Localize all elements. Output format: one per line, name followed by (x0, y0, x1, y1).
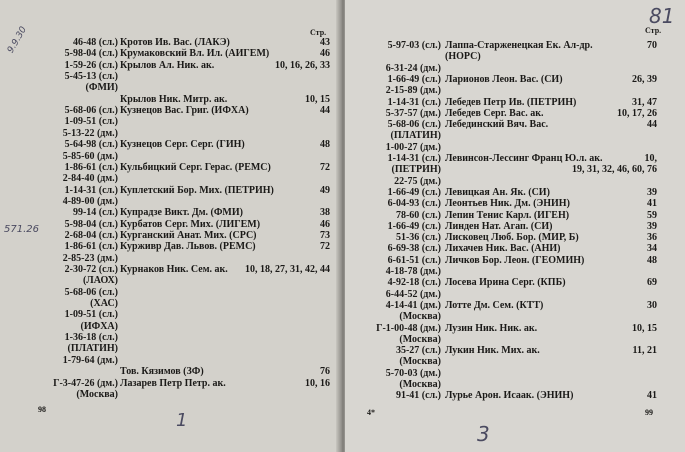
entry-name: Кротов Ив. Вас. (ЛАКЭ) (120, 37, 230, 48)
entry-name: Крумаковский Вл. Ил. (АИГЕМ) (120, 48, 270, 60)
entry-name: Лисковец Люб. Бор. (МИР, Б) (445, 232, 579, 244)
entry-phone: (Москва) (76, 388, 118, 400)
entry-phone: 1-86-61 (сл.) (64, 241, 118, 253)
entry-pages: 46 (320, 48, 330, 60)
entry-phone: 5-85-60 (дм.) (62, 150, 118, 162)
directory-entry (0, 378, 330, 389)
entry-pages: 10, 16 (305, 377, 330, 389)
directory-entry (0, 343, 330, 354)
entry-pages: 10, 17, 26 (617, 107, 657, 119)
directory-entry (0, 82, 330, 93)
handwritten-mark-bottom-right: 3 (477, 422, 490, 446)
directory-entry (345, 74, 657, 85)
entry-name: Лебедев Петр Ив. (ПЕТРИН) (445, 96, 577, 108)
directory-entry (0, 219, 330, 230)
directory-entry (0, 264, 330, 275)
entry-phone: (ПЕТРИН) (391, 164, 441, 176)
directory-entry (0, 105, 330, 116)
entry-pages: 49 (320, 184, 330, 196)
entry-name: Личков Бор. Леон. (ГЕОМИН) (445, 254, 585, 266)
entry-pages: 39 (647, 186, 657, 198)
entry-name: Курганский Анат. Мих. (СРС) (120, 229, 257, 241)
entry-phone: 5-45-13 (сл.) (64, 71, 118, 83)
directory-entry (345, 51, 657, 62)
entry-pages: 44 (647, 119, 657, 131)
directory-entry (345, 289, 657, 300)
directory-entry (0, 151, 330, 162)
directory-entry (0, 173, 330, 184)
entry-phone: (Москва) (399, 356, 441, 368)
entry-pages: 19, 31, 32, 46, 60, 76 (572, 164, 657, 176)
directory-entry (0, 275, 330, 286)
entry-name: (НОРС) (445, 51, 481, 63)
entry-name: Лазарев Петр Петр. ак. (120, 377, 226, 389)
directory-entry (345, 300, 657, 311)
entry-phone: 99-14 (сл.) (72, 207, 118, 219)
entry-phone: 1-09-51 (сл.) (64, 309, 118, 321)
directory-entry (345, 379, 657, 390)
entry-phone: (ИФХА) (80, 320, 118, 332)
directory-entry (0, 253, 330, 264)
entry-pages: 30 (647, 299, 657, 311)
entry-name: Лаппа-Старженецкая Ек. Ал-др. (445, 40, 593, 51)
entry-phone: (ХАС) (90, 298, 118, 310)
directory-entry (345, 368, 657, 379)
entry-phone: 4-92-18 (сл.) (387, 277, 441, 289)
directory-entry (345, 277, 657, 288)
directory-entry (0, 332, 330, 343)
entry-phone: Г-1-00-48 (дм.) (376, 322, 441, 334)
entry-name: Ларионов Леон. Вас. (СИ) (445, 73, 563, 85)
entry-pages: 39 (647, 220, 657, 232)
right-column-header: Стр. (645, 26, 662, 35)
entry-pages: 76 (320, 366, 330, 378)
entry-name: Лукин Ник. Мих. ак. (445, 345, 540, 357)
entry-pages: 34 (647, 243, 657, 255)
entry-phone: Г-3-47-26 (дм.) (53, 377, 118, 389)
entry-name: Лихачев Ник. Вас. (АНИ) (445, 243, 561, 255)
directory-entry (0, 321, 330, 332)
directory-entry (345, 334, 657, 345)
directory-entry (0, 230, 330, 241)
directory-entry (345, 142, 657, 153)
directory-entry (345, 164, 657, 175)
entry-pages: 38 (320, 207, 330, 219)
entry-phone: 5-98-04 (сл.) (64, 218, 118, 230)
directory-entry (345, 97, 657, 108)
entry-phone: 1-09-51 (сл.) (64, 116, 118, 128)
entry-pages: 10, 15 (305, 93, 330, 105)
directory-entry (345, 232, 657, 243)
entry-name: Левинсон-Лессинг Франц Ю.л. ак. (445, 153, 603, 164)
entry-phone: 1-59-26 (сл.) (64, 59, 118, 71)
entry-name: Кузнецов Серг. Серг. (ГИН) (120, 139, 245, 151)
entry-phone: 4-18-78 (дм.) (385, 266, 441, 277)
directory-entry (345, 311, 657, 322)
entry-pages: 43 (320, 37, 330, 48)
entry-pages: 72 (320, 161, 330, 173)
entry-phone: 6-04-93 (сл.) (387, 198, 441, 210)
entry-phone: 51-36 (сл.) (395, 232, 441, 244)
entry-phone: 6-31-24 (дм.) (385, 62, 441, 74)
right-page (345, 0, 685, 452)
entry-phone: 1-14-31 (сл.) (387, 153, 441, 164)
directory-entry (0, 128, 330, 139)
left-page-number: 98 (38, 405, 46, 414)
directory-entry (0, 60, 330, 71)
directory-entry (345, 198, 657, 209)
entry-name: Курнаков Ник. Сем. ак. (120, 264, 228, 275)
directory-entry (0, 309, 330, 320)
directory-entry (345, 255, 657, 266)
entry-phone: 6-44-52 (дм.) (385, 288, 441, 300)
directory-entry (0, 389, 330, 400)
entry-pages: 59 (647, 209, 657, 221)
entry-name: Линден Нат. Агап. (СИ) (445, 220, 553, 232)
entry-name: Лосева Ирина Серг. (КПБ) (445, 277, 566, 289)
directory-entry (345, 176, 657, 187)
directory-entry (345, 108, 657, 119)
directory-entry (345, 153, 657, 164)
entry-name: Лепин Тенис Карл. (ИГЕН) (445, 209, 570, 221)
entry-pages: 10, 18, 27, 31, 42, 44 (245, 264, 330, 275)
entry-name: Лебединский Вяч. Вас. (445, 119, 549, 131)
entry-phone: 5-68-06 (сл.) (64, 105, 118, 117)
entry-phone: 1-66-49 (сл.) (387, 186, 441, 198)
directory-entry (0, 241, 330, 252)
handwritten-mark-bottom: 1 (176, 410, 188, 431)
entry-phone: (ПЛАТИН) (390, 130, 441, 142)
directory-entry (345, 210, 657, 221)
entry-phone: 5-68-06 (сл.) (64, 286, 118, 298)
entry-phone: 2-15-89 (дм.) (385, 85, 441, 97)
directory-entry (0, 298, 330, 309)
entry-name: Лебедев Серг. Вас. ак. (445, 107, 544, 119)
entry-name: Лузин Ник. Ник. ак. (445, 322, 538, 334)
handwritten-note-top: 9.9.30 (6, 25, 29, 55)
entry-pages: 72 (320, 241, 330, 253)
entry-name: Крылов Ник. Митр. ак. (120, 93, 228, 105)
entry-pages: 11, 21 (632, 345, 657, 357)
right-page-number: 99 (645, 408, 653, 417)
entry-pages: 48 (320, 139, 330, 151)
entry-pages: 41 (647, 390, 657, 402)
directory-entry (0, 287, 330, 298)
entry-pages: 10, 16, 26, 33 (275, 59, 330, 71)
entry-phone: 1-00-27 (дм.) (385, 141, 441, 153)
entry-phone: 22-75 (дм.) (394, 175, 441, 187)
directory-entry (345, 187, 657, 198)
entry-name: Лотте Дм. Сем. (КТТ) (445, 299, 544, 311)
entry-phone: 2-85-23 (дм.) (62, 252, 118, 264)
entry-phone: 4-89-00 (дм.) (62, 195, 118, 207)
directory-entry (345, 266, 657, 277)
entry-pages: 46 (320, 218, 330, 230)
entry-name: Курбатов Серг. Мих. (ЛИГЕМ) (120, 218, 261, 230)
entry-phone: 5-97-03 (сл.) (387, 40, 441, 51)
entry-phone: (ФМИ) (85, 82, 118, 94)
directory-entry (0, 355, 330, 366)
entry-phone: 1-66-49 (сл.) (387, 220, 441, 232)
handwritten-note-side: 571.26 (4, 224, 39, 235)
entry-phone: 4-14-41 (дм.) (385, 299, 441, 311)
entry-phone: (Москва) (399, 333, 441, 345)
directory-entry (345, 119, 657, 130)
entry-pages: 26, 39 (632, 73, 657, 85)
handwritten-corner-mark: 81 (649, 4, 675, 28)
directory-entry (0, 366, 330, 377)
entry-phone: (Москва) (399, 379, 441, 390)
left-column-header: Стр. (310, 28, 327, 37)
directory-entry (0, 116, 330, 127)
entry-name: Кульбицкий Серг. Герас. (РЕМС) (120, 161, 271, 173)
entry-phone: 91-41 (сл.) (395, 390, 441, 402)
entry-phone: 5-13-22 (дм.) (62, 127, 118, 139)
directory-entry (345, 40, 657, 51)
entry-pages: 73 (320, 229, 330, 241)
directory-entry (0, 94, 330, 105)
entry-name: Леонтьев Ник. Дм. (ЭНИН) (445, 198, 570, 210)
directory-entry (0, 162, 330, 173)
entry-name: Куплетский Бор. Мих. (ПЕТРИН) (120, 184, 274, 196)
entry-name: Купрадзе Викт. Дм. (ФМИ) (120, 207, 243, 219)
entry-pages: 70 (647, 40, 657, 51)
entry-phone: 1-14-31 (сл.) (387, 96, 441, 108)
entry-phone: (ЛАОХ) (82, 275, 118, 287)
entry-phone: 1-86-61 (сл.) (64, 161, 118, 173)
entry-pages: 10, 15 (632, 322, 657, 334)
entry-pages: 44 (320, 105, 330, 117)
directory-entry (0, 48, 330, 59)
directory-entry (345, 63, 657, 74)
entry-pages: 41 (647, 198, 657, 210)
entry-phone: 5-37-57 (дм.) (385, 107, 441, 119)
directory-entry (0, 196, 330, 207)
entry-pages: 69 (647, 277, 657, 289)
entry-phone: 6-61-51 (сл.) (387, 254, 441, 266)
entry-name: Левицкая Ан. Як. (СИ) (445, 186, 550, 198)
entry-phone: (Москва) (399, 311, 441, 323)
entry-phone: 46-48 (сл.) (72, 37, 118, 48)
directory-entry (0, 185, 330, 196)
entry-phone: 78-60 (сл.) (395, 209, 441, 221)
entry-pages: 36 (647, 232, 657, 244)
entry-phone: (ПЛАТИН) (67, 343, 118, 355)
entry-phone: 1-79-64 (дм.) (62, 354, 118, 366)
entry-phone: 5-98-04 (сл.) (64, 48, 118, 60)
entry-pages: 31, 47 (632, 96, 657, 108)
directory-entry (0, 207, 330, 218)
entry-name: Курживр Дав. Львов. (РЕМС) (120, 241, 256, 253)
directory-entry (0, 71, 330, 82)
directory-entry (345, 345, 657, 356)
entry-phone: 1-36-18 (сл.) (64, 332, 118, 344)
entry-name: Тов. Кязимов (ЗФ) (120, 366, 204, 378)
directory-entry (345, 243, 657, 254)
entry-phone: 2-30-72 (сл.) (64, 264, 118, 275)
directory-entry (345, 323, 657, 334)
signature-mark: 4* (367, 408, 375, 417)
entry-phone: 6-69-38 (сл.) (387, 243, 441, 255)
entry-name: Крылов Ал. Ник. ак. (120, 59, 215, 71)
entry-phone: 2-68-04 (сл.) (64, 229, 118, 241)
entry-pages: 48 (647, 254, 657, 266)
entry-phone: 1-14-31 (сл.) (64, 184, 118, 196)
entry-phone: 35-27 (сл.) (395, 345, 441, 357)
entry-phone: 1-66-49 (сл.) (387, 73, 441, 85)
directory-entry (345, 221, 657, 232)
entry-phone: 5-70-03 (дм.) (385, 367, 441, 379)
entry-pages: 10, (644, 153, 657, 164)
directory-entry (0, 139, 330, 150)
entry-name: Кузнецов Вас. Григ. (ИФХА) (120, 105, 249, 117)
directory-entry (345, 356, 657, 367)
directory-entry (345, 130, 657, 141)
directory-entry (0, 37, 330, 48)
directory-entry (345, 390, 657, 401)
entry-name: Лурье Арон. Исаак. (ЭНИН) (445, 390, 574, 402)
entry-phone: 2-84-40 (дм.) (62, 173, 118, 185)
entry-phone: 5-64-98 (сл.) (64, 139, 118, 151)
entry-phone: 5-68-06 (сл.) (387, 119, 441, 131)
directory-entry (345, 85, 657, 96)
